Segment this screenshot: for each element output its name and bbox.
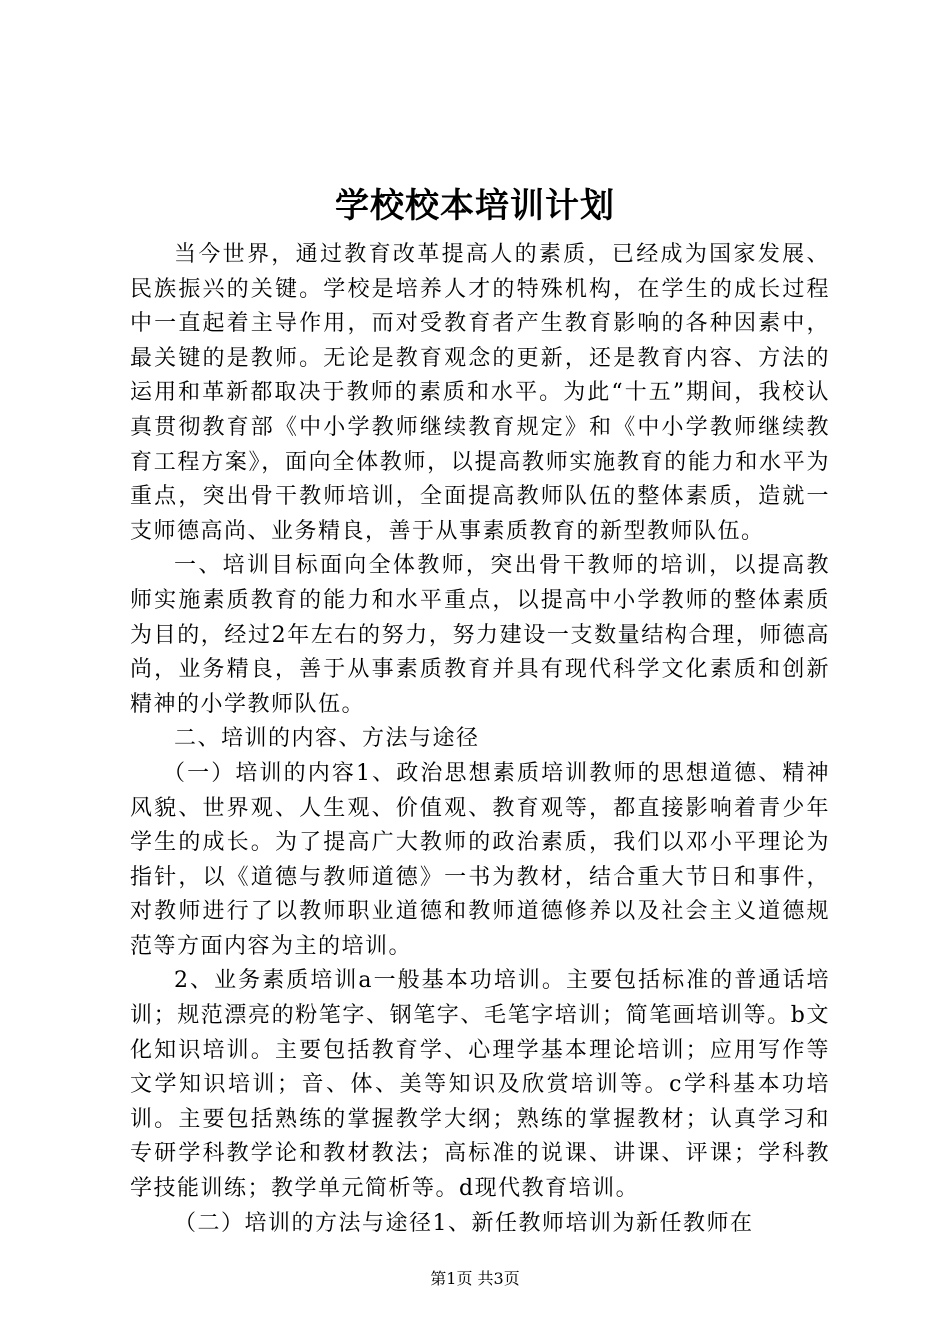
- paragraph-training-goal: 一、培训目标面向全体教师，突出骨干教师的培训，以提高教师实施素质教育的能力和水平重点，以提高中小学教师的整体素质为目的，经过2年左右的努力，努力建设一支数量结构合理，师德高尚，业务精良，善于从事素质教育并具有现代科学文化素质和创新精神的小学教师队伍。: [130, 553, 830, 717]
- section-heading-content-methods: 二、培训的内容、方法与途径: [174, 726, 480, 752]
- paragraph-professional-training: 2、业务素质培训a一般基本功培训。主要包括标准的普通话培训；规范漂亮的粉笔字、钢笔字、毛笔字培训；简笔画培训等。b文化知识培训。主要包括教育学、心理学基本理论培训；应用写作等文学知识培训；音、体、美等知识及欣赏培训等。c学科基本功培训。主要包括熟练的掌握教学大纲；熟练的掌握教材；认真学习和专研学科教学论和教材教法；高标准的说课、讲课、评课；学科教学技能训练；教学单元简析等。d现代教育培训。: [130, 968, 830, 1202]
- paragraph-training-content: （一）培训的内容1、政治思想素质培训教师的思想道德、精神风貌、世界观、人生观、价值观、教育观等，都直接影响着青少年学生的成长。为了提高广大教师的政治素质，我们以邓小平理论为指针，以《道德与教师道德》一书为教材，结合重大节日和事件，对教师进行了以教师职业道德和教师道德修养以及社会主义道德规范等方面内容为主的培训。: [130, 760, 830, 959]
- document-title: 学校校本培训计划: [335, 186, 615, 226]
- paragraph-training-methods: （二）培训的方法与途径1、新任教师培训为新任教师在: [174, 1210, 754, 1236]
- paragraph-intro: 当今世界，通过教育改革提高人的素质，已经成为国家发展、民族振兴的关键。学校是培养人才的特殊机构，在学生的成长过程中一直起着主导作用，而对受教育者产生教育影响的各种因素中，最关键的是教师。无论是教育观念的更新，还是教育内容、方法的运用和革新都取决于教师的素质和水平。为此“十五”期间，我校认真贯彻教育部《中小学教师继续教育规定》和《中小学教师继续教育工程方案》，面向全体教师，以提高教师实施教育的能力和水平为重点，突出骨干教师培训，全面提高教师队伍的整体素质，造就一支师德高尚、业务精良，善于从事素质教育的新型教师队伍。: [130, 242, 830, 544]
- document-body: [130, 238, 830, 1241]
- page-footer: 第1页 共3页: [430, 1269, 520, 1288]
